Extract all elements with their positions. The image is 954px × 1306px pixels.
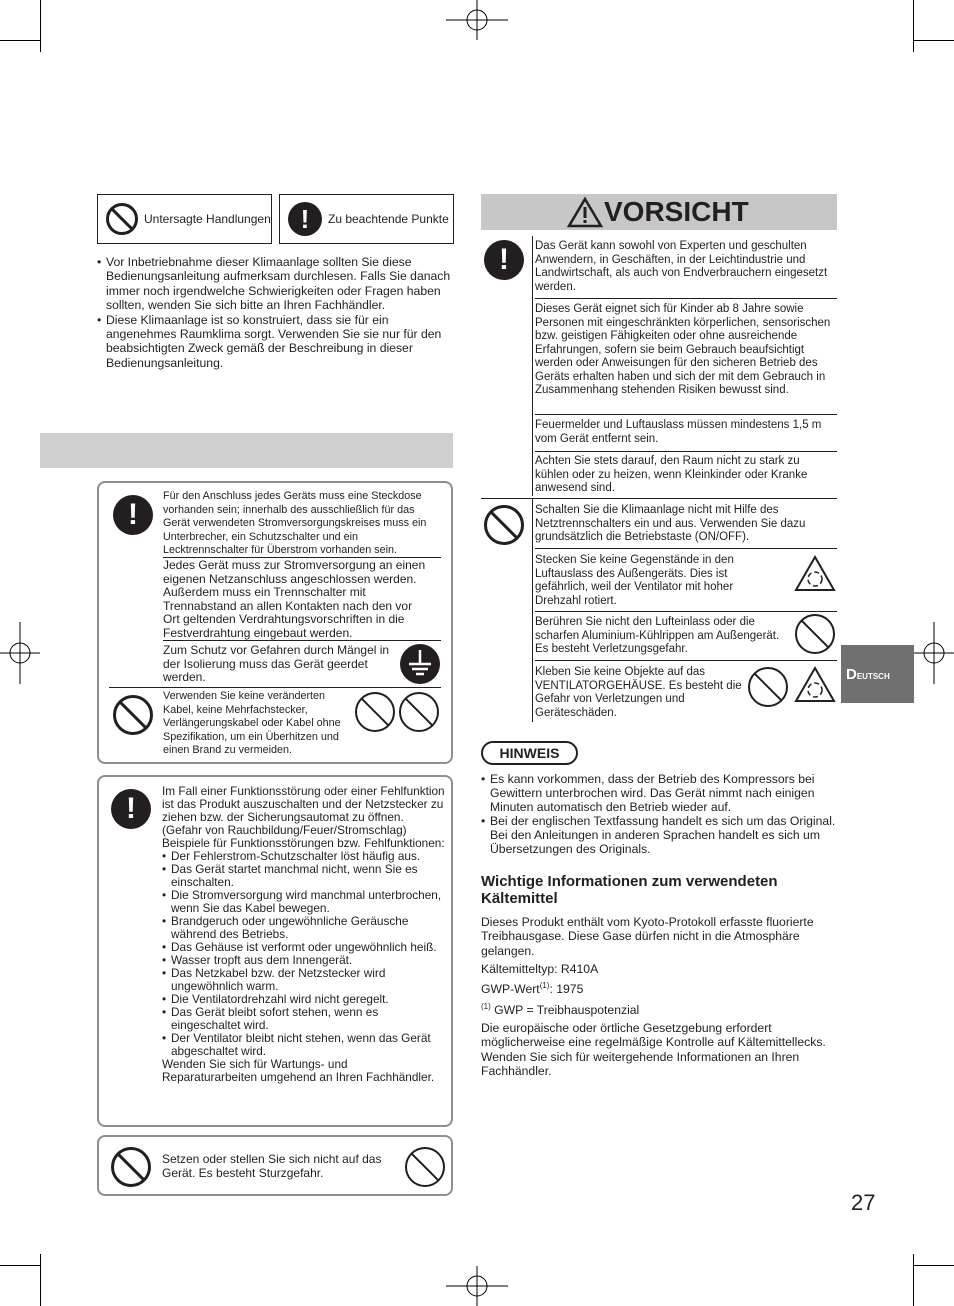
registration-mark bbox=[446, 1266, 508, 1306]
gwp-value bbox=[481, 979, 837, 996]
earth-ground-icon bbox=[399, 643, 441, 685]
caution-fan-case-text: Kleben Sie keine Objekte auf das VENTILATORGEHÄUSE. Es besteht die Gefahr von Verletzungen und Geräteschäden. bbox=[535, 666, 742, 719]
fan-hazard-icon bbox=[794, 666, 836, 704]
divider bbox=[481, 498, 837, 499]
crop-mark bbox=[0, 40, 40, 41]
refrigerant-type: Kältemitteltyp: R410A bbox=[481, 961, 599, 976]
list-item: • Diese Klimaanlage ist so konstruiert, dass sie für ein angenehmes Raumklima sorgt. Verwenden Sie sie nur für den beabsichtigten Zweck gemäß der Beschreibung in dieser Bedienungsanleitung. bbox=[97, 313, 457, 371]
caution-fins-text: Berühren Sie nicht den Lufteinlass oder die scharfen Aluminium-Kühlrippen am Außengerät. Es besteht Verletzungsgefahr. bbox=[535, 616, 780, 655]
legend-prohibited-label: Untersagte Handlungen bbox=[144, 212, 271, 226]
caution-outlet-text: Stecken Sie keine Gegenstände in den Luftauslass des Außengeräts. Dies ist gefährlich, weil der Ventilator mit hoher Drehzahl rotiert. bbox=[535, 554, 734, 607]
warning-panel-climb bbox=[97, 1135, 453, 1196]
divider bbox=[163, 640, 441, 641]
malfunction-examples: Beispiele für Funktionsstörungen bzw. Fehlfunktionen: bbox=[162, 836, 445, 850]
malfunction-danger: (Gefahr von Rauchbildung/Feuer/Stromschlag) bbox=[162, 823, 407, 837]
warning-triangle-icon bbox=[567, 196, 603, 228]
mandatory-action-icon: ! bbox=[113, 495, 153, 535]
mandatory-action-icon: ! bbox=[288, 202, 322, 236]
prohibition-icon bbox=[113, 695, 153, 735]
note-list bbox=[481, 772, 837, 856]
malfunction-list bbox=[162, 850, 445, 1058]
caution-title: VORSICHT bbox=[604, 196, 749, 227]
list-item: • Der Ventilator bleibt nicht stehen, wenn das Gerät abgeschaltet wird. bbox=[162, 1032, 445, 1058]
crop-mark bbox=[913, 0, 914, 52]
mandatory-action-icon: ! bbox=[111, 789, 151, 829]
prohibition-icon bbox=[484, 505, 524, 545]
footnote-marker: (1) bbox=[539, 981, 550, 991]
list-item: • Vor Inbetriebnahme dieser Klimaanlage sollten Sie diese Bedienungsanleitung aufmerksam durchlesen. Falls Sie danach immer noch irgendwelche Schwierigkeiten oder Fragen haben sollten, wenden Sie sich bitte an Ihren Fachhändler. bbox=[97, 255, 457, 313]
crop-mark bbox=[40, 0, 41, 52]
intro-list bbox=[97, 255, 457, 370]
column-divider bbox=[532, 236, 533, 496]
no-climbing-text: Setzen oder stellen Sie sich nicht auf das Gerät. Es besteht Sturzgefahr. bbox=[162, 1152, 382, 1180]
crop-mark bbox=[0, 1265, 40, 1266]
warning-panel-malfunction bbox=[97, 775, 453, 1127]
caution-distance-text: Feuermelder und Luftauslass müssen mindestens 1,5 m vom Gerät entfernt sein. bbox=[535, 419, 822, 445]
mandatory-action-icon: ! bbox=[484, 240, 524, 280]
gwp-label: GWP-Wert bbox=[481, 982, 540, 997]
list-item: • Brandgeruch oder ungewöhnliche Geräusche während des Betriebs. bbox=[162, 915, 445, 941]
column-divider bbox=[532, 498, 533, 722]
prohibition-icon bbox=[111, 1147, 151, 1187]
divider bbox=[109, 687, 441, 688]
fan-hazard-icon bbox=[794, 555, 836, 593]
legend-required-label: Zu beachtende Punkte bbox=[328, 212, 449, 226]
power-socket-text: Für den Anschluss jedes Geräts muss eine Steckdose vorhanden sein; innerhalb des ausschließlich für das Gerät verwendeten Stromversorgungskreises muss ein Unterbrecher, ein Schutzschalter und ein Lecktrennschalter für Überstrom vorhanden sein. bbox=[163, 490, 427, 556]
section-header-bar bbox=[40, 433, 453, 468]
crop-mark bbox=[913, 1254, 914, 1306]
list-item: • Bei der englischen Textfassung handelt es sich um das Original. Bei den Anleitungen in anderen Sprachen handelt es sich um Übersetzungen des Originals. bbox=[481, 814, 837, 856]
crop-mark bbox=[40, 1254, 41, 1306]
list-item: • Das Gerät bleibt sofort stehen, wenn es eingeschaltet wird. bbox=[162, 1006, 445, 1032]
legend-prohibited bbox=[97, 194, 272, 244]
list-item: • Die Stromversorgung wird manchmal unterbrochen, wenn Sie das Kabel bewegen. bbox=[162, 889, 445, 915]
list-item: • Der Fehlerstrom-Schutzschalter löst häufig aus. bbox=[162, 850, 445, 863]
malfunction-text bbox=[162, 785, 445, 1084]
page-number: 27 bbox=[851, 1190, 876, 1215]
gwp-number: : 1975 bbox=[549, 982, 584, 997]
caution-header bbox=[481, 194, 837, 230]
registration-mark bbox=[446, 0, 508, 40]
language-tab-initial: D bbox=[846, 665, 857, 683]
refrigerant-intro: Dieses Produkt enthält vom Kyoto-Protokoll erfasste fluorierte Treibhausgase. Diese Gase dürfen nicht in die Atmosphäre gelangen. bbox=[481, 915, 814, 958]
list-item: • Das Netzkabel bzw. der Netzstecker wird ungewöhnlich warm. bbox=[162, 967, 445, 993]
warning-panel-power bbox=[97, 481, 453, 764]
own-supply-text: Jedes Gerät muss zur Stromversorgung an einen eigenen Netzanschluss angeschlossen werden. Außerdem muss ein Trennschalter mit Trennabstand an allen Kontakten nach den vor Ort geltenden Verdrahtungsvorschriften in die Festverdrahtung eingebaut werden. bbox=[163, 558, 426, 640]
divider bbox=[535, 298, 837, 299]
legend-required bbox=[279, 194, 454, 244]
note-label: HINWEIS bbox=[481, 741, 578, 765]
cable-warning-text: Verwenden Sie keine veränderten Kabel, keine Mehrfachstecker, Verlängerungskabel oder Kabel ohne Spezifikation, um ein Überhitzen und einen Brand zu vermeiden. bbox=[163, 690, 341, 756]
malfunction-intro: Im Fall einer Funktionsstörung oder einer Fehlfunktion ist das Produkt auszuschalten und der Netzstecker zu ziehen bzw. der Sicherungsautomat zu öffnen. bbox=[162, 784, 445, 824]
list-item: • Es kann vorkommen, dass der Betrieb des Kompressors bei Gewittern unterbrochen wird. Das Gerät nimmt nach einigen Minuten automatisch den Betrieb wieder auf. bbox=[481, 772, 837, 814]
registration-mark bbox=[914, 622, 954, 684]
caution-users-text: Das Gerät kann sowohl von Experten und geschulten Anwendern, in Geschäften, in der Leichtindustrie und Landwirtschaft, als auch von Endverbrauchern eingesetzt werden. bbox=[535, 240, 828, 293]
divider bbox=[535, 451, 837, 452]
no-touch-fins-icon bbox=[795, 614, 835, 654]
language-tab bbox=[841, 645, 914, 703]
list-item: • Das Gehäuse ist verformt oder ungewöhnlich heiß. bbox=[162, 941, 445, 954]
list-item: • Wasser tropft aus dem Innengerät. bbox=[162, 954, 445, 967]
caution-children-text: Dieses Gerät eignet sich für Kinder ab 8 Jahre sowie Personen mit eingeschränkten körperlichen, sensorischen bzw. geistigen Fähigkeiten oder ohne ausreichende Erfahrungen, sofern sie beim Gebrauch beaufsichtigt werden oder Anweisungen für den sicheren Betrieb des Geräts erhalten haben und sich der mit dem Gebrauch in Zusammenhang stehenden Risiken bewusst sind. bbox=[535, 303, 831, 396]
grounding-text: Zum Schutz vor Gefahren durch Mängel in der Isolierung muss das Gerät geerdet werden. bbox=[163, 643, 390, 684]
list-item: • Die Ventilatordrehzahl wird nicht geregelt. bbox=[162, 993, 445, 1006]
prohibition-icon bbox=[106, 203, 138, 235]
refrigerant-legislation: Die europäische oder örtliche Gesetzgebung erfordert möglicherweise eine regelmäßige Kontrolle auf Kältemittellecks. Wenden Sie sich für weitergehende Informationen an Ihren Fachhändler. bbox=[481, 1020, 826, 1078]
language-tab-rest: EUTSCH bbox=[856, 671, 890, 681]
divider bbox=[535, 414, 837, 415]
crop-mark bbox=[914, 40, 954, 41]
no-modified-cable-icon bbox=[355, 692, 395, 732]
caution-switch-text: Schalten Sie die Klimaanlage nicht mit Hilfe des Netztrennschalters ein und aus. Verwenden Sie dazu grundsätzlich die Betriebstaste (ON/OFF). bbox=[535, 504, 806, 543]
registration-mark bbox=[0, 622, 40, 684]
caution-temperature-text: Achten Sie stets darauf, den Raum nicht zu stark zu kühlen oder zu heizen, wenn Kleinkinder oder Kranke anwesend sind. bbox=[535, 455, 808, 494]
no-stickers-icon bbox=[748, 667, 788, 707]
list-item: • Das Gerät startet manchmal nicht, wenn Sie es einschalten. bbox=[162, 863, 445, 889]
refrigerant-text bbox=[481, 915, 837, 1078]
refrigerant-heading: Wichtige Informationen zum verwendeten Kältemittel bbox=[481, 873, 778, 907]
no-multi-plug-icon bbox=[399, 692, 439, 732]
divider bbox=[535, 611, 837, 612]
footnote-text: GWP = Treibhauspotenzial bbox=[490, 1002, 640, 1017]
footnote-marker: (1) bbox=[481, 1001, 491, 1011]
no-climbing-icon bbox=[405, 1147, 445, 1187]
malfunction-outro: Wenden Sie sich für Wartungs- und Reparaturarbeiten umgehend an Ihren Fachhändler. bbox=[162, 1057, 435, 1084]
crop-mark bbox=[914, 1265, 954, 1266]
gwp-footnote bbox=[481, 1000, 837, 1017]
divider bbox=[535, 660, 837, 661]
divider bbox=[535, 548, 837, 549]
